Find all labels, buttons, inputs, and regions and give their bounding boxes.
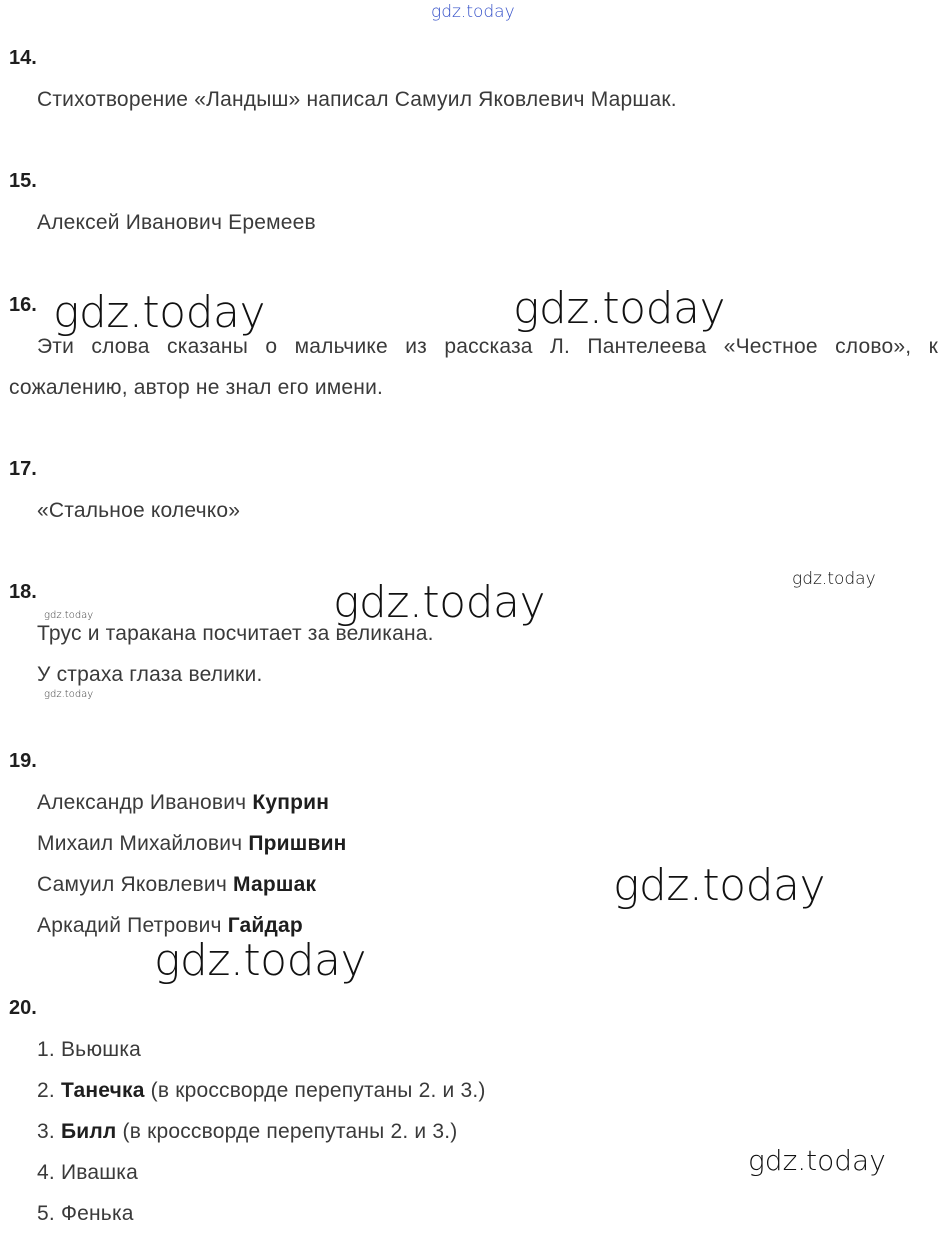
- answer-index: 3.: [37, 1120, 55, 1143]
- question-number-19: 19.: [9, 750, 37, 772]
- word: рассказа: [444, 335, 533, 358]
- answer-index: 5.: [37, 1202, 55, 1225]
- word: из: [405, 335, 427, 358]
- watermark-large-1: gdz.today: [53, 287, 266, 338]
- answer-17: «Стальное колечко»: [37, 499, 241, 522]
- word: слова: [91, 335, 150, 358]
- question-number-18: 18.: [9, 581, 37, 603]
- watermark-large-4: gdz.today: [613, 860, 826, 911]
- crossword-answer: [37, 1202, 134, 1226]
- word: Эти: [37, 335, 75, 358]
- word: слово»,: [835, 335, 912, 358]
- author-last-name: Пришвин: [248, 832, 347, 855]
- word: Пантелеева: [587, 335, 707, 358]
- question-number-20: 20.: [9, 997, 37, 1019]
- watermark-tiny-1: gdz.today: [44, 610, 94, 621]
- answer-18-line-1: Трус и таракана посчитает за великана.: [37, 622, 434, 645]
- author-last-name: Маршак: [233, 873, 317, 896]
- author-first-name: Александр Иванович: [37, 791, 247, 814]
- answer-text: Фенька: [60, 1202, 134, 1225]
- crossword-answer: [37, 1038, 141, 1062]
- watermark-large-2: gdz.today: [513, 283, 726, 334]
- answer-text: Ивашка: [60, 1161, 139, 1184]
- answer-bold-text: Билл: [60, 1120, 117, 1143]
- answer-15: Алексей Иванович Еремеев: [37, 211, 316, 234]
- watermark-large-5: gdz.today: [154, 935, 367, 986]
- answer-18-line-2: У страха глаза велики.: [37, 663, 263, 686]
- author-first-name: Самуил Яковлевич: [37, 873, 227, 896]
- word: мальчике: [294, 335, 388, 358]
- crossword-answer: [37, 1120, 457, 1144]
- word: сказаны: [167, 335, 249, 358]
- answer-bold-text: Танечка: [60, 1079, 145, 1102]
- word: о: [265, 335, 278, 358]
- question-number-15: 15.: [9, 170, 37, 192]
- answer-14: Стихотворение «Ландыш» написал Самуил Яковлевич Маршак.: [37, 88, 677, 111]
- answer-note: (в кроссворде перепутаны 2. и 3.): [150, 1079, 486, 1102]
- answer-16-line-2: сожалению, автор не знал его имени.: [9, 376, 384, 399]
- word: к: [928, 335, 938, 358]
- answer-note: (в кроссворде перепутаны 2. и 3.): [122, 1120, 458, 1143]
- watermark-medium-1: gdz.today: [748, 1144, 886, 1177]
- question-number-17: 17.: [9, 458, 37, 480]
- answer-index: 4.: [37, 1161, 55, 1184]
- answer-16-line-1: [37, 335, 938, 359]
- author-last-name: Гайдар: [227, 914, 303, 937]
- author-row: [37, 791, 329, 815]
- author-row: [37, 914, 303, 938]
- author-row: [37, 873, 316, 897]
- author-first-name: Михаил Михайлович: [37, 832, 243, 855]
- word: Л.: [550, 335, 571, 358]
- word: «Честное: [723, 335, 818, 358]
- watermark-large-3: gdz.today: [333, 577, 546, 628]
- crossword-answer: [37, 1161, 138, 1185]
- question-number-16: 16.: [9, 294, 37, 316]
- answer-index: 1.: [37, 1038, 55, 1061]
- answer-index: 2.: [37, 1079, 55, 1102]
- crossword-answer: [37, 1079, 486, 1103]
- watermark-small-1: gdz.today: [792, 569, 876, 589]
- watermark-top: gdz.today: [431, 2, 515, 22]
- watermark-tiny-2: gdz.today: [44, 689, 94, 700]
- question-number-14: 14.: [9, 47, 37, 69]
- author-first-name: Аркадий Петрович: [37, 914, 222, 937]
- author-last-name: Куприн: [252, 791, 330, 814]
- author-row: [37, 832, 347, 856]
- answer-text: Вьюшка: [60, 1038, 142, 1061]
